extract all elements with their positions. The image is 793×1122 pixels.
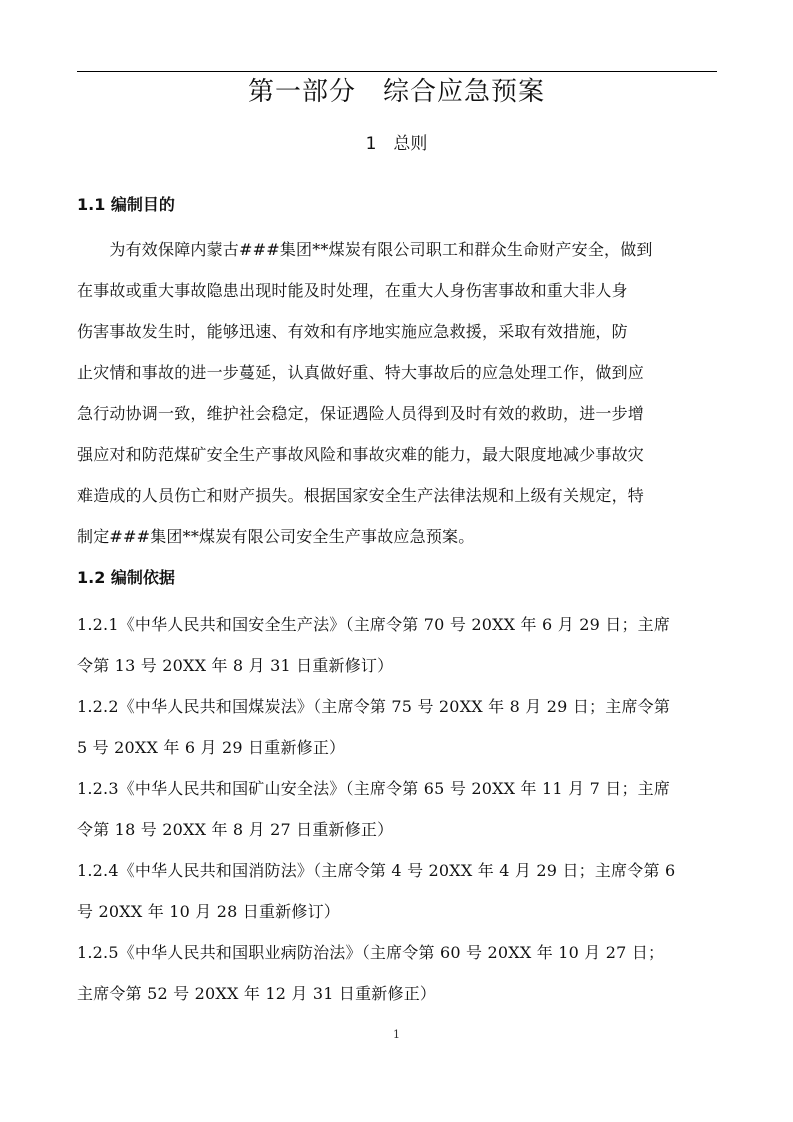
paragraph-line: 强应对和防范煤矿安全生产事故风险和事故灾难的能力，最大限度地减少事故灾	[77, 445, 645, 464]
reference-line: 1.2.1《中华人民共和国安全生产法》（主席令第 70 号 20XX 年 6 月 29 日；主席	[77, 615, 671, 634]
header-rule	[77, 71, 717, 72]
reference-line: 1.2.3《中华人民共和国矿山安全法》（主席令第 65 号 20XX 年 11 月 7 日；主席	[77, 779, 671, 798]
part-title: 第一部分 综合应急预案	[247, 77, 545, 107]
paragraph-line: 伤害事故发生时，能够迅速、有效和有序地实施应急救援，采取有效措施，防	[77, 322, 628, 341]
reference-line: 1.2.4《中华人民共和国消防法》（主席令第 4 号 20XX 年 4 月 29 日；主席令第 6	[77, 861, 676, 880]
paragraph-line: 制定###集团**煤炭有限公司安全生产事故应急预案。	[77, 527, 475, 546]
reference-line: 主席令第 52 号 20XX 年 12 月 31 日重新修正）	[77, 984, 437, 1003]
reference-line: 令第 13 号 20XX 年 8 月 31 日重新修订）	[77, 656, 394, 675]
section-heading-purpose: 1.1 编制目的	[77, 195, 175, 214]
section-heading-basis: 1.2 编制依据	[77, 568, 175, 587]
paragraph-line: 止灾情和事故的进一步蔓延，认真做好重、特大事故后的应急处理工作，做到应	[77, 363, 645, 382]
paragraph-line: 急行动协调一致，维护社会稳定，保证遇险人员得到及时有效的救助，进一步增	[77, 404, 645, 423]
reference-line: 5 号 20XX 年 6 月 29 日重新修正）	[77, 738, 346, 757]
paragraph-line: 在事故或重大事故隐患出现时能及时处理，在重大人身伤害事故和重大非人身	[77, 281, 628, 300]
section-body-basis	[77, 604, 717, 1014]
page-number: 1	[393, 1028, 400, 1041]
reference-line: 令第 18 号 20XX 年 8 月 27 日重新修正）	[77, 820, 394, 839]
reference-line: 1.2.5《中华人民共和国职业病防治法》（主席令第 60 号 20XX 年 10 月 27 日；	[77, 943, 665, 962]
reference-line: 1.2.2《中华人民共和国煤炭法》（主席令第 75 号 20XX 年 8 月 29 日；主席令第	[77, 697, 671, 716]
reference-line: 号 20XX 年 10 月 28 日重新修订）	[77, 902, 340, 921]
paragraph-line: 为有效保障内蒙古###集团**煤炭有限公司职工和群众生命财产安全，做到	[77, 240, 653, 259]
chapter-title: 1 总则	[365, 134, 428, 154]
paragraph-line: 难造成的人员伤亡和财产损失。根据国家安全生产法律法规和上级有关规定，特	[77, 486, 645, 505]
section-body-purpose	[77, 229, 717, 557]
